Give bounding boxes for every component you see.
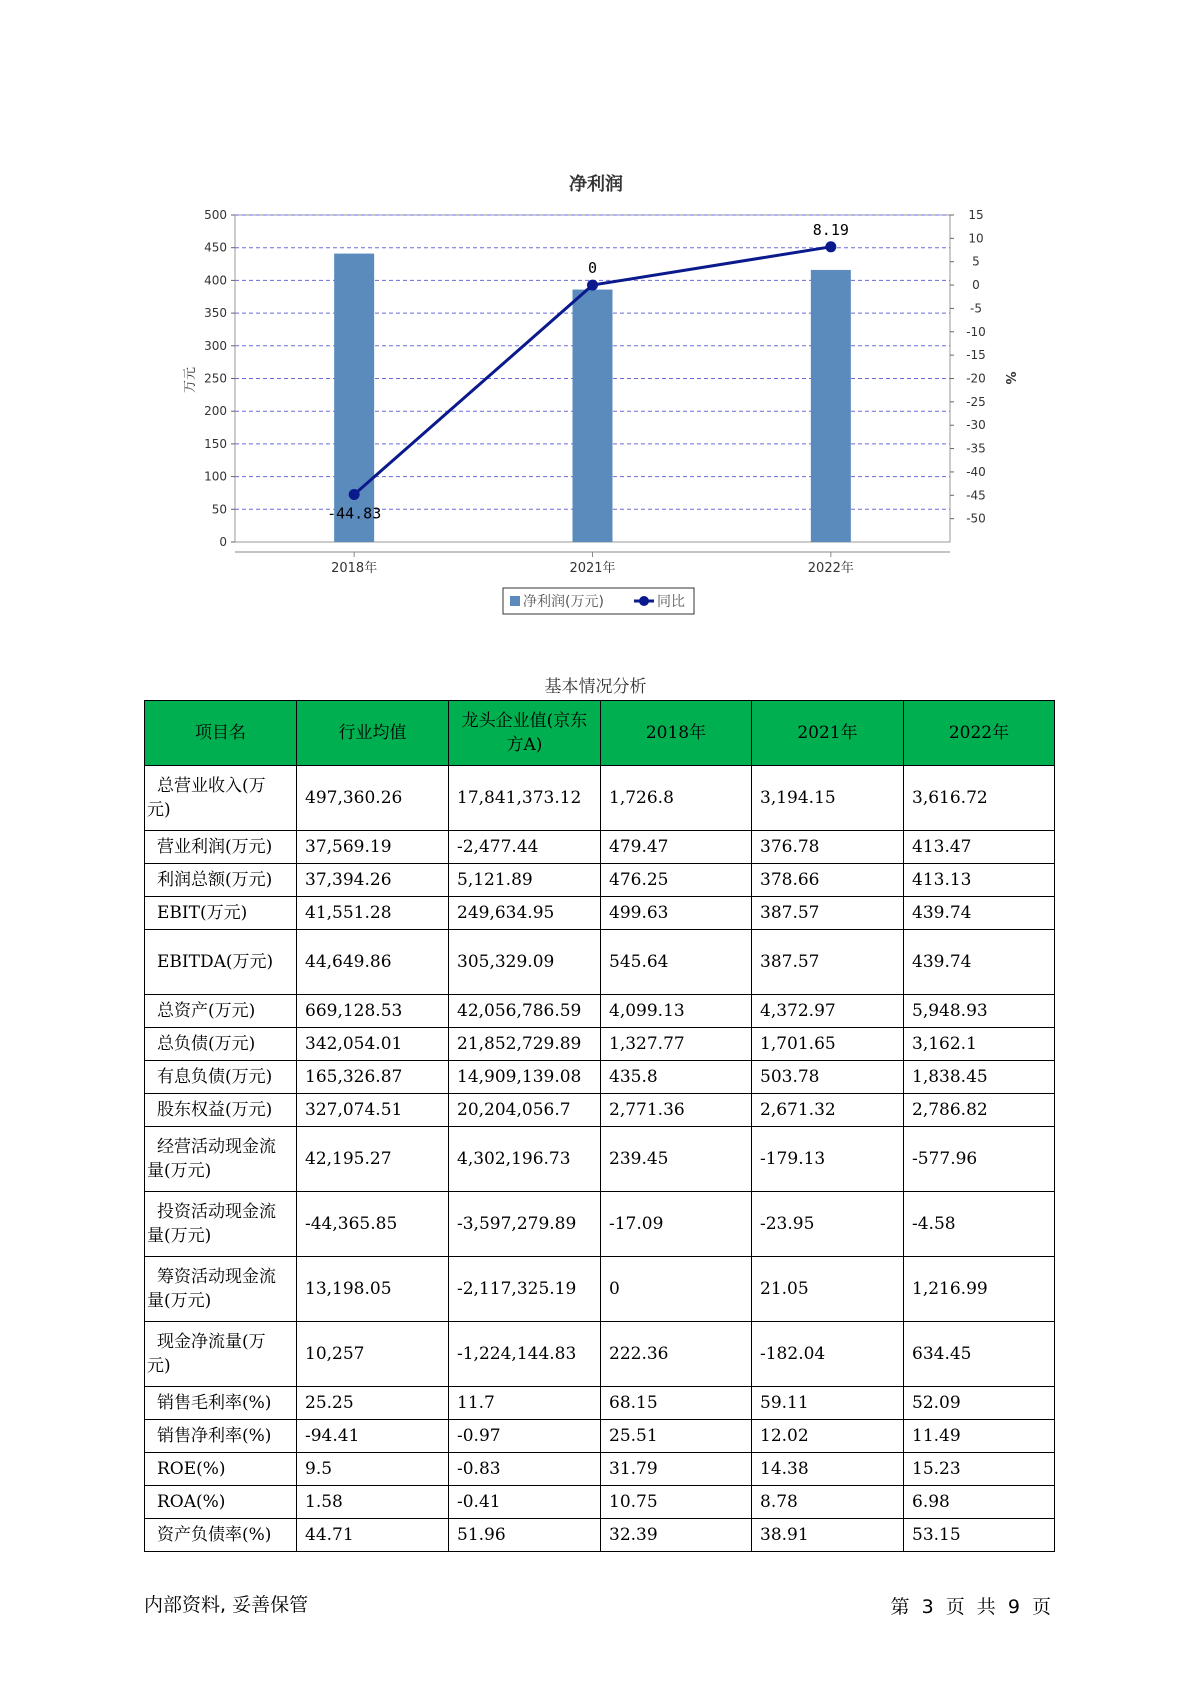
y-right-tick-label: -30 bbox=[966, 418, 986, 433]
row-label-cell: 现金净流量(万元) bbox=[145, 1322, 297, 1387]
x-tick-label: 2022年 bbox=[807, 561, 854, 576]
y-left-tick-label: 100 bbox=[204, 469, 227, 484]
row-label-cell: ROA(%) bbox=[145, 1486, 297, 1519]
y-right-axis-label: % bbox=[1002, 371, 1017, 385]
value-cell: 439.74 bbox=[904, 930, 1055, 995]
row-label-cell: 经营活动现金流量(万元) bbox=[145, 1127, 297, 1192]
y-left-axis-label: 万元 bbox=[183, 366, 198, 394]
value-cell: 13,198.05 bbox=[297, 1257, 449, 1322]
row-label-cell: 股东权益(万元) bbox=[145, 1094, 297, 1127]
table-row bbox=[145, 1028, 1055, 1061]
table-row bbox=[145, 864, 1055, 897]
value-cell: 1,701.65 bbox=[752, 1028, 904, 1061]
value-cell: 413.13 bbox=[904, 864, 1055, 897]
column-header: 行业均值 bbox=[297, 701, 449, 766]
y-right-tick-label: 10 bbox=[968, 231, 984, 246]
y-left-tick-label: 500 bbox=[204, 208, 227, 222]
basic-analysis-table bbox=[144, 700, 1055, 1552]
x-tick-label: 2021年 bbox=[569, 561, 616, 576]
value-cell: -179.13 bbox=[752, 1127, 904, 1192]
y-right-tick-label: -15 bbox=[966, 348, 986, 363]
row-label-cell: 有息负债(万元) bbox=[145, 1061, 297, 1094]
table-row bbox=[145, 1420, 1055, 1453]
value-cell: 1,838.45 bbox=[904, 1061, 1055, 1094]
value-cell: -182.04 bbox=[752, 1322, 904, 1387]
value-cell: 0 bbox=[601, 1257, 752, 1322]
value-cell: 378.66 bbox=[752, 864, 904, 897]
y-left-tick-label: 300 bbox=[204, 338, 227, 353]
value-cell: 10,257 bbox=[297, 1322, 449, 1387]
column-header: 项目名 bbox=[145, 701, 297, 766]
value-cell: 545.64 bbox=[601, 930, 752, 995]
legend-label-net-profit: 净利润(万元) bbox=[523, 594, 604, 610]
y-left-tick-label: 400 bbox=[204, 273, 227, 288]
y-left-tick-label: 200 bbox=[204, 404, 227, 419]
value-cell: 387.57 bbox=[752, 930, 904, 995]
bar-net-profit bbox=[811, 270, 851, 542]
y-right-tick-label: -50 bbox=[966, 511, 986, 526]
value-cell: 42,195.27 bbox=[297, 1127, 449, 1192]
value-cell: -2,117,325.19 bbox=[449, 1257, 601, 1322]
y-right-tick-label: 15 bbox=[968, 208, 984, 222]
value-cell: 499.63 bbox=[601, 897, 752, 930]
value-cell: -2,477.44 bbox=[449, 831, 601, 864]
value-cell: 476.25 bbox=[601, 864, 752, 897]
y-right-tick-label: -40 bbox=[966, 464, 986, 479]
y-right-tick-label: 5 bbox=[972, 254, 980, 269]
bar-net-profit bbox=[573, 290, 613, 542]
y-right-tick-label: -5 bbox=[970, 301, 982, 316]
value-cell: 1,327.77 bbox=[601, 1028, 752, 1061]
y-right-tick-label: -20 bbox=[966, 371, 986, 386]
value-cell: 51.96 bbox=[449, 1519, 601, 1552]
value-cell: 38.91 bbox=[752, 1519, 904, 1552]
footer-page-number bbox=[891, 1592, 1051, 1619]
row-label-cell: 营业利润(万元) bbox=[145, 831, 297, 864]
value-cell: 11.49 bbox=[904, 1420, 1055, 1453]
table-row bbox=[145, 1453, 1055, 1486]
legend-swatch-point bbox=[639, 596, 649, 606]
table-row bbox=[145, 1257, 1055, 1322]
y-right-tick-label: -25 bbox=[966, 394, 986, 409]
row-label-cell: 投资活动现金流量(万元) bbox=[145, 1192, 297, 1257]
value-cell: -0.41 bbox=[449, 1486, 601, 1519]
value-cell: -4.58 bbox=[904, 1192, 1055, 1257]
value-cell: 634.45 bbox=[904, 1322, 1055, 1387]
table-row bbox=[145, 1192, 1055, 1257]
value-cell: 20,204,056.7 bbox=[449, 1094, 601, 1127]
value-cell: 21.05 bbox=[752, 1257, 904, 1322]
row-label-cell: EBITDA(万元) bbox=[145, 930, 297, 995]
value-cell: 53.15 bbox=[904, 1519, 1055, 1552]
value-cell: 17,841,373.12 bbox=[449, 766, 601, 831]
table-row bbox=[145, 1094, 1055, 1127]
value-cell: 387.57 bbox=[752, 897, 904, 930]
value-cell: 6.98 bbox=[904, 1486, 1055, 1519]
value-cell: -17.09 bbox=[601, 1192, 752, 1257]
y-left-tick-label: 450 bbox=[204, 240, 227, 255]
table-caption: 基本情况分析 bbox=[544, 677, 647, 697]
value-cell: 32.39 bbox=[601, 1519, 752, 1552]
value-cell: 59.11 bbox=[752, 1387, 904, 1420]
value-cell: -3,597,279.89 bbox=[449, 1192, 601, 1257]
column-header: 2022年 bbox=[904, 701, 1055, 766]
net-profit-chart bbox=[0, 0, 1191, 640]
value-cell: 21,852,729.89 bbox=[449, 1028, 601, 1061]
y-left-tick-label: 250 bbox=[204, 371, 227, 386]
value-cell: 342,054.01 bbox=[297, 1028, 449, 1061]
value-cell: 5,948.93 bbox=[904, 995, 1055, 1028]
table-row bbox=[145, 1127, 1055, 1192]
value-cell: 669,128.53 bbox=[297, 995, 449, 1028]
value-cell: 479.47 bbox=[601, 831, 752, 864]
value-cell: 376.78 bbox=[752, 831, 904, 864]
legend-label-yoy: 同比 bbox=[657, 594, 685, 610]
value-cell: -577.96 bbox=[904, 1127, 1055, 1192]
row-label-cell: 筹资活动现金流量(万元) bbox=[145, 1257, 297, 1322]
value-cell: 52.09 bbox=[904, 1387, 1055, 1420]
chart-title: 净利润 bbox=[569, 174, 623, 195]
table-row bbox=[145, 1519, 1055, 1552]
value-cell: 12.02 bbox=[752, 1420, 904, 1453]
value-cell: 37,394.26 bbox=[297, 864, 449, 897]
value-cell: 435.8 bbox=[601, 1061, 752, 1094]
table-row bbox=[145, 995, 1055, 1028]
value-cell: 413.47 bbox=[904, 831, 1055, 864]
value-cell: 44,649.86 bbox=[297, 930, 449, 995]
table-row bbox=[145, 1486, 1055, 1519]
value-cell: -94.41 bbox=[297, 1420, 449, 1453]
value-cell: 14.38 bbox=[752, 1453, 904, 1486]
value-cell: 41,551.28 bbox=[297, 897, 449, 930]
value-cell: 4,372.97 bbox=[752, 995, 904, 1028]
page-prefix: 第 bbox=[890, 1596, 910, 1618]
column-header: 2018年 bbox=[601, 701, 752, 766]
table-row bbox=[145, 930, 1055, 995]
value-cell: 10.75 bbox=[601, 1486, 752, 1519]
column-header: 2021年 bbox=[752, 701, 904, 766]
value-cell: 68.15 bbox=[601, 1387, 752, 1420]
data-label: 8.19 bbox=[812, 220, 849, 239]
y-left-tick-label: 350 bbox=[204, 306, 227, 321]
value-cell: 2,671.32 bbox=[752, 1094, 904, 1127]
value-cell: 9.5 bbox=[297, 1453, 449, 1486]
value-cell: 44.71 bbox=[297, 1519, 449, 1552]
value-cell: 1,216.99 bbox=[904, 1257, 1055, 1322]
value-cell: 8.78 bbox=[752, 1486, 904, 1519]
line-point-yoy bbox=[825, 241, 836, 252]
value-cell: 4,302,196.73 bbox=[449, 1127, 601, 1192]
value-cell: 165,326.87 bbox=[297, 1061, 449, 1094]
value-cell: 2,771.36 bbox=[601, 1094, 752, 1127]
value-cell: 15.23 bbox=[904, 1453, 1055, 1486]
value-cell: 25.25 bbox=[297, 1387, 449, 1420]
legend-swatch-bar bbox=[510, 596, 520, 606]
table-row bbox=[145, 1387, 1055, 1420]
value-cell: 1.58 bbox=[297, 1486, 449, 1519]
value-cell: -23.95 bbox=[752, 1192, 904, 1257]
data-label: 0 bbox=[587, 259, 598, 278]
y-right-tick-label: -35 bbox=[966, 441, 986, 456]
data-label: -44.83 bbox=[327, 504, 382, 523]
value-cell: 1,726.8 bbox=[601, 766, 752, 831]
row-label-cell: 销售净利率(%) bbox=[145, 1420, 297, 1453]
table-row bbox=[145, 1061, 1055, 1094]
footer-confidential-note: 内部资料, 妥善保管 bbox=[144, 1594, 309, 1616]
y-right-tick-label: -10 bbox=[966, 324, 986, 339]
value-cell: 2,786.82 bbox=[904, 1094, 1055, 1127]
value-cell: 3,162.1 bbox=[904, 1028, 1055, 1061]
value-cell: 37,569.19 bbox=[297, 831, 449, 864]
value-cell: -0.83 bbox=[449, 1453, 601, 1486]
value-cell: 305,329.09 bbox=[449, 930, 601, 995]
table-row bbox=[145, 766, 1055, 831]
value-cell: 239.45 bbox=[601, 1127, 752, 1192]
row-label-cell: 资产负债率(%) bbox=[145, 1519, 297, 1552]
table-row bbox=[145, 831, 1055, 864]
value-cell: 222.36 bbox=[601, 1322, 752, 1387]
value-cell: 4,099.13 bbox=[601, 995, 752, 1028]
row-label-cell: 利润总额(万元) bbox=[145, 864, 297, 897]
value-cell: 497,360.26 bbox=[297, 766, 449, 831]
y-right-tick-label: -45 bbox=[966, 488, 986, 503]
y-left-tick-label: 0 bbox=[219, 535, 227, 549]
x-tick-label: 2018年 bbox=[331, 561, 378, 576]
value-cell: 503.78 bbox=[752, 1061, 904, 1094]
value-cell: 11.7 bbox=[449, 1387, 601, 1420]
row-label-cell: 总营业收入(万元) bbox=[145, 766, 297, 831]
value-cell: 25.51 bbox=[601, 1420, 752, 1453]
row-label-cell: 销售毛利率(%) bbox=[145, 1387, 297, 1420]
line-point-yoy bbox=[349, 489, 360, 500]
row-label-cell: EBIT(万元) bbox=[145, 897, 297, 930]
row-label-cell: 总资产(万元) bbox=[145, 995, 297, 1028]
value-cell: -44,365.85 bbox=[297, 1192, 449, 1257]
value-cell: 439.74 bbox=[904, 897, 1055, 930]
value-cell: 42,056,786.59 bbox=[449, 995, 601, 1028]
value-cell: 14,909,139.08 bbox=[449, 1061, 601, 1094]
y-right-tick-label: 0 bbox=[972, 278, 980, 293]
value-cell: 327,074.51 bbox=[297, 1094, 449, 1127]
value-cell: 249,634.95 bbox=[449, 897, 601, 930]
page-total: 9 bbox=[1007, 1596, 1020, 1618]
y-left-tick-label: 50 bbox=[211, 502, 227, 517]
line-point-yoy bbox=[587, 280, 598, 291]
table-header-row bbox=[145, 701, 1055, 766]
value-cell: 3,616.72 bbox=[904, 766, 1055, 831]
table-row bbox=[145, 1322, 1055, 1387]
table-row bbox=[145, 897, 1055, 930]
value-cell: 5,121.89 bbox=[449, 864, 601, 897]
y-left-tick-label: 150 bbox=[204, 436, 227, 451]
page-mid: 页 共 bbox=[945, 1596, 996, 1618]
page-current: 3 bbox=[921, 1596, 934, 1618]
value-cell: 3,194.15 bbox=[752, 766, 904, 831]
row-label-cell: ROE(%) bbox=[145, 1453, 297, 1486]
value-cell: -1,224,144.83 bbox=[449, 1322, 601, 1387]
value-cell: -0.97 bbox=[449, 1420, 601, 1453]
page-suffix: 页 bbox=[1031, 1596, 1051, 1618]
column-header: 龙头企业值(京东方A) bbox=[449, 701, 601, 766]
value-cell: 31.79 bbox=[601, 1453, 752, 1486]
row-label-cell: 总负债(万元) bbox=[145, 1028, 297, 1061]
